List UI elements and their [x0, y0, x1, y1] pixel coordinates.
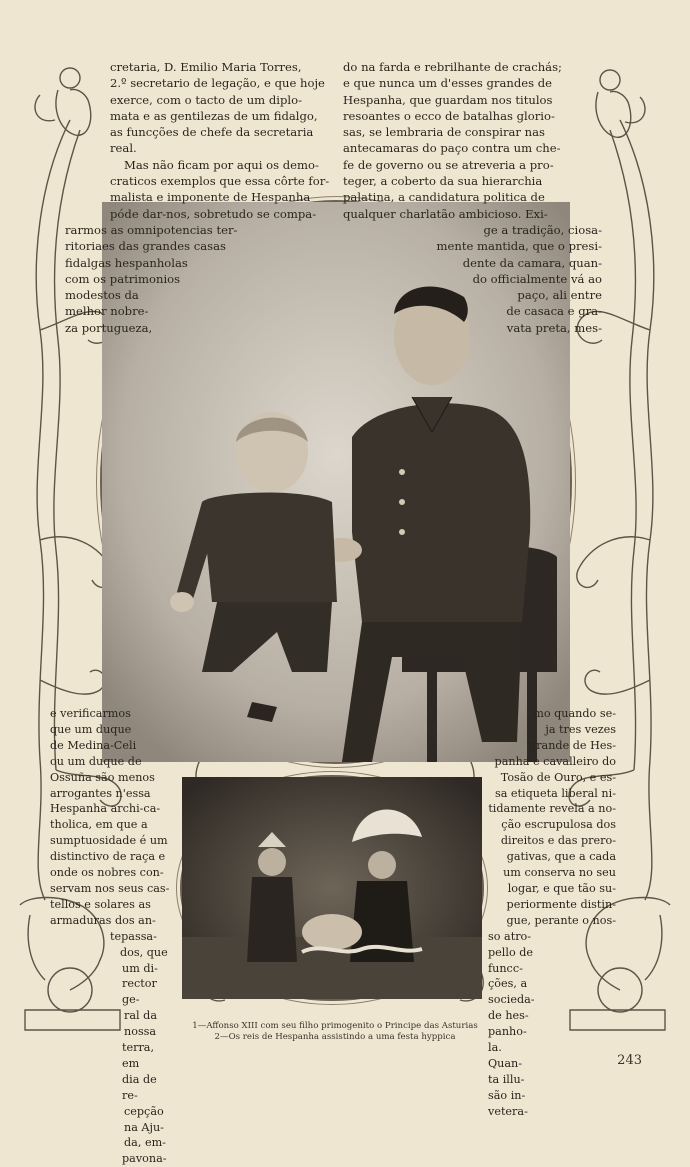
text-line: nossa: [124, 1025, 157, 1039]
text-line: vetera-: [488, 1104, 528, 1118]
column-top-right: [343, 59, 568, 222]
text-line: rector ge-: [122, 977, 157, 1007]
text-line: fe de governo ou se atreveria a pro-: [343, 157, 554, 172]
text-line: tepassa-: [110, 929, 157, 943]
text-line: malista e imponente de Hespanha: [110, 190, 311, 205]
text-line: distinctivo de raça e: [50, 850, 166, 864]
text-line: sas, se lembraria de conspirar nas: [343, 125, 545, 140]
text-line: za portugueza,: [65, 320, 153, 335]
text-line: ções, a: [488, 977, 528, 991]
text-line: socieda-: [488, 993, 535, 1007]
column-top-left: [110, 59, 333, 222]
text-line: gativas, que a cada: [506, 850, 616, 864]
text-line: panha e cavalleiro do: [494, 754, 616, 768]
column-bottom-left: [50, 706, 170, 1167]
text-line: Ossuña são menos: [50, 770, 155, 784]
text-line: terra, em: [122, 1041, 155, 1070]
text-line: qualquer charlatão ambicioso. Exi-: [343, 206, 548, 221]
text-line: ge a tradição, ciosa-: [483, 223, 602, 237]
text-line: dente da camara, quan-: [462, 255, 602, 270]
text-line: pello de: [488, 945, 534, 959]
text-line: as funcções de chefe da secretaria: [110, 125, 314, 140]
text-line: que um duque: [50, 722, 132, 736]
caption-2: 2—Os reis de Hespanha assistindo a uma festa hyppica: [214, 1032, 456, 1042]
text-line: armaduras dos an-: [50, 913, 156, 927]
text-line: ou um duque de: [50, 754, 142, 768]
text-line: resoantes o ecco de batalhas glorio-: [343, 108, 555, 123]
text-line: real.: [110, 141, 137, 156]
text-line: um conserva no seu: [503, 866, 616, 880]
text-line: cretaria, D. Emilio Maria Torres,: [110, 60, 302, 74]
text-line: cepção: [124, 1104, 164, 1118]
text-line: funcc-: [488, 961, 523, 975]
text-line: ritoriaes das grandes casas: [65, 239, 226, 254]
text-line: Quan-: [488, 1056, 523, 1070]
text-line: e que nunca um d'esses grandes de: [343, 76, 553, 91]
text-line: mata e as gentilezas de um fidalgo,: [110, 108, 318, 123]
text-line: panho-: [488, 1025, 527, 1039]
text-line: so atro-: [488, 929, 532, 943]
column-bottom-right: [488, 706, 616, 1120]
photo-captions: [170, 1021, 500, 1043]
text-line: com os patrimonios: [65, 271, 181, 286]
text-line: exerce, com o tacto de um diplo-: [110, 92, 303, 107]
text-line: do officialmente vá ao: [472, 271, 602, 286]
text-line: são in-: [488, 1088, 526, 1102]
text-line: mo quando se-: [533, 707, 616, 720]
text-line: palatina, a candidatura politica de: [343, 190, 545, 205]
text-line: póde dar-nos, sobretudo se compa-: [110, 206, 317, 221]
text-line: na Aju-: [124, 1120, 164, 1134]
caption-1: 1—Affonso XIII com seu filho primogenito o Principe das Asturias: [192, 1021, 478, 1031]
text-line: ral da: [124, 1009, 157, 1023]
photo-royal-couple-horse-show: [180, 775, 484, 1001]
text-line: sa etiqueta liberal ni-: [494, 786, 616, 800]
text-line: dos, que: [120, 945, 168, 959]
text-line: Tosão de Ouro, e es-: [500, 770, 616, 784]
text-line: de casaca e gra-: [506, 304, 602, 319]
text-line: tidamente revela a no-: [488, 802, 616, 816]
text-line: de Medina-Celi: [50, 738, 137, 752]
page-number: 243: [617, 1053, 642, 1068]
text-line: ção escrupulosa dos: [501, 818, 616, 832]
text-line: de hes-: [488, 1009, 529, 1023]
text-line: ja tres vezes: [545, 722, 616, 736]
text-line: antecamaras do paço contra um che-: [343, 141, 561, 156]
text-line: la.: [488, 1041, 502, 1055]
text-line: periormente distin-: [506, 897, 616, 911]
column-top-right-narrow: [420, 222, 602, 336]
text-line: modestos da: [65, 288, 139, 303]
text-line: vata preta, mes-: [506, 320, 602, 335]
text-line: um di-: [122, 961, 158, 975]
text-line: mente mantida, que o presi-: [436, 239, 602, 254]
text-line: logar, e que tão su-: [507, 881, 616, 895]
text-line: da, em-: [124, 1136, 166, 1150]
text-line: craticos exemplos que essa côrte for-: [110, 174, 330, 189]
text-line: fidalgas hespanholas: [65, 255, 188, 270]
text-line: e verificarmos: [50, 707, 131, 720]
text-line: paço, ali entre: [517, 288, 602, 303]
text-line: grande de Hes-: [529, 738, 616, 752]
text-line: Hespanha archi-ca-: [50, 802, 161, 816]
text-line: rarmos as omnipotencias ter-: [65, 223, 238, 237]
text-line: tholica, em que a: [50, 818, 148, 832]
text-line: dia de re-: [122, 1072, 157, 1102]
text-line: sumptuosidade é um: [50, 834, 168, 848]
column-top-left-narrow: [65, 222, 265, 336]
text-line: teger, a coberto da sua hierarchia: [343, 174, 543, 189]
text-line: Hespanha, que guardam nos titulos: [343, 92, 553, 107]
text-line: ta illu-: [488, 1072, 525, 1086]
text-line: do na farda e rebrilhante de crachás;: [343, 60, 562, 74]
text-line: servam nos seus cas-: [50, 881, 170, 895]
text-line: pavona-: [122, 1152, 167, 1166]
text-line: arrogantes n'essa: [50, 786, 151, 800]
text-line: melhor nobre-: [65, 304, 149, 319]
text-line: gue, perante o nos-: [506, 913, 616, 927]
text-line: Mas não ficam por aqui os demo-: [124, 157, 319, 172]
text-line: direitos e das prero-: [500, 834, 616, 848]
text-line: tellos e solares as: [50, 897, 151, 911]
text-line: 2.º secretario de legação, e que hoje: [110, 76, 325, 91]
text-line: onde os nobres con-: [50, 866, 164, 880]
